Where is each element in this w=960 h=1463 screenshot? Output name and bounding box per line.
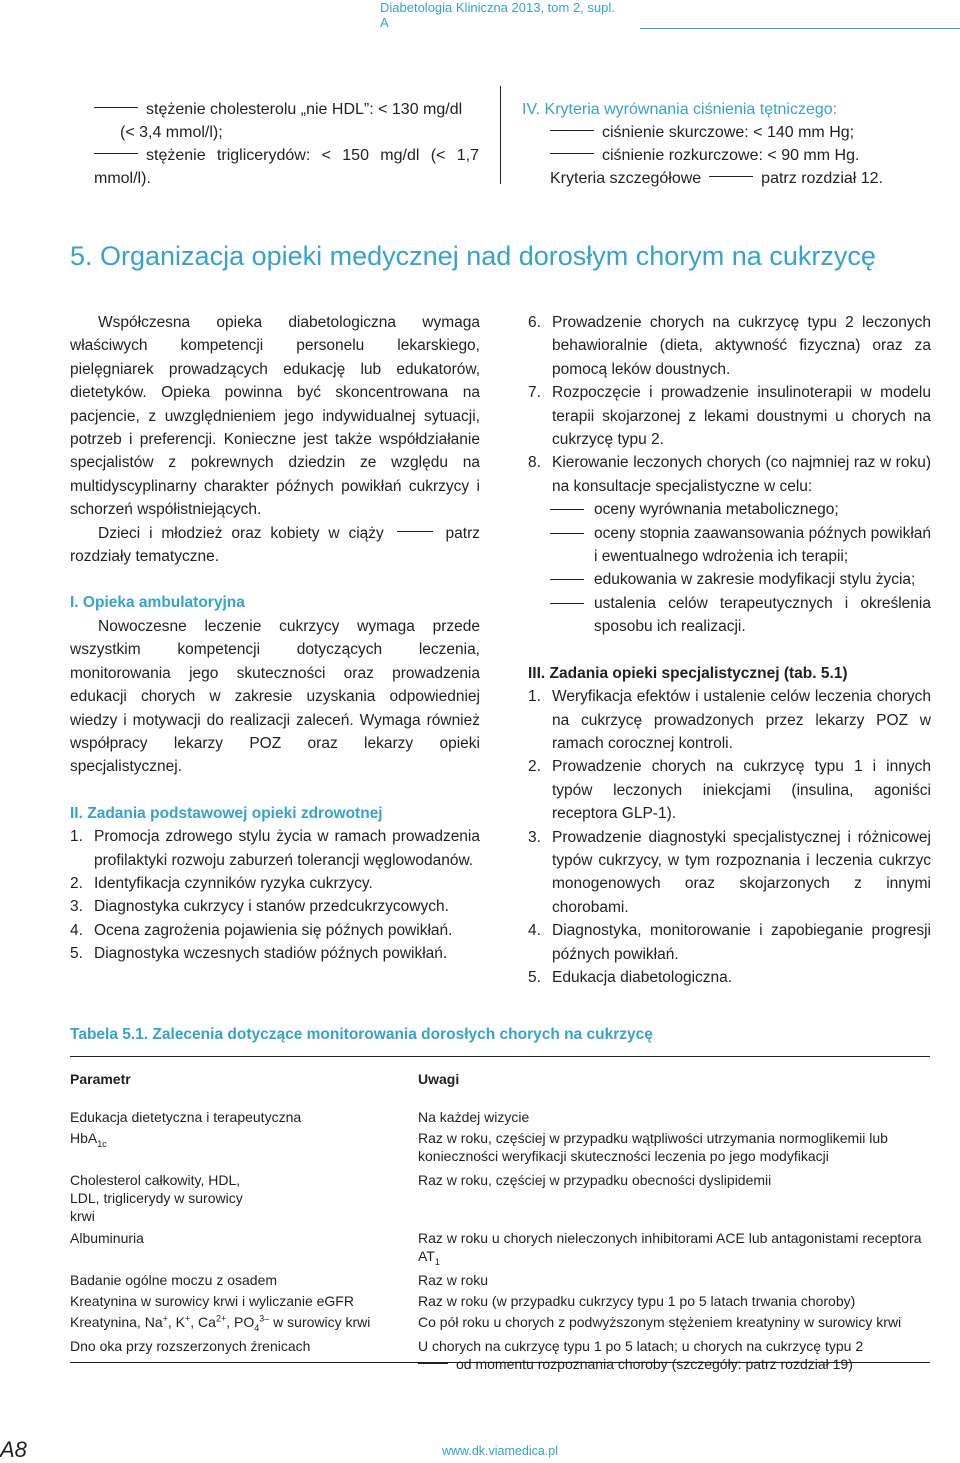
- item-text: Prowadzenie chorych na cukrzycę typu 2 leczonych behawioralnie (dieta, aktywność fizyczna) oraz za pomocą leków doustnych.: [552, 314, 931, 378]
- consultation-goals-list: [528, 498, 931, 638]
- dash: [709, 176, 753, 177]
- item-number: 2.: [528, 758, 541, 776]
- table-row: [70, 1171, 930, 1225]
- intro-paragraph-2: [70, 522, 480, 569]
- note-text: Kryteria szczegółowe: [550, 170, 702, 187]
- item-text: Diagnostyka wczesnych stadiów późnych powikłań.: [94, 945, 448, 963]
- top-right-block: [522, 98, 922, 190]
- list-item: [552, 498, 931, 521]
- section-title: 5. Organizacja opieki medycznej nad dorosłym chorym na cukrzycę: [70, 241, 876, 271]
- intro-paragraph: Współczesna opieka diabetologiczna wymaga właściwych kompetencji personelu lekarskiego, pielęgniarek prowadzących edukację lub edukatorów, dietetyków. Opieka powinna być skoncentrowana na pacjencie, z uwzględnieniem jego indywidualnej sytuacji, potrzeb i preferencji. Konieczne jest także współdziałanie specjalistów z pokrewnych dziedzin ze względu na multidyscyplinarny charakter późnych powikłań cukrzycy i schorzeń współistniejących.: [70, 314, 480, 519]
- item-text: ciśnienie skurczowe: < 140 mm Hg;: [602, 124, 855, 141]
- superscript: +: [162, 1313, 168, 1324]
- text-line: [418, 1355, 930, 1373]
- item-number: 2.: [70, 874, 83, 892]
- list-item: [528, 685, 931, 755]
- monitoring-table: [70, 1070, 930, 1376]
- dash: [550, 509, 584, 510]
- item-text: Prowadzenie diagnostyki specjalistycznej i różnicowej typów cukrzycy, w tym rozpoznania i leczenia cukrzyc monogenowych oraz skojarzonych z innymi chorobami.: [552, 828, 931, 916]
- right-column: [528, 311, 931, 989]
- text: Dzieci i młodzież oraz kobiety w ciąży: [98, 524, 384, 542]
- note-text: patrz rozdział 12.: [761, 170, 884, 187]
- item-text: Edukacja diabetologiczna.: [552, 968, 733, 986]
- dash: [397, 531, 433, 532]
- item-number: 1.: [70, 828, 83, 846]
- table-row: [70, 1337, 930, 1373]
- list-item: [94, 144, 479, 190]
- text: patrz rozdziały tematyczne.: [70, 524, 480, 566]
- list-item: [70, 825, 480, 872]
- item-text: stężenie triglicerydów: < 150 mg/dl (< 1,7 mmol/l).: [94, 147, 479, 187]
- cell-param: [70, 1313, 418, 1331]
- cell-note: [418, 1337, 930, 1373]
- primary-care-list: [70, 825, 480, 965]
- text: , Ca: [190, 1314, 216, 1330]
- superscript: +: [185, 1313, 191, 1324]
- header-parametr: Parametr: [70, 1071, 131, 1087]
- criteria-note: [522, 167, 922, 190]
- header-uwagi: Uwagi: [418, 1071, 460, 1087]
- item-text: Weryfikacja efektów i ustalenie celów leczenia chorych na cukrzycę prowadzonych przez lekarzy POZ w ramach corocznej kontroli.: [552, 688, 931, 752]
- cell-param: Badanie ogólne moczu z osadem: [70, 1272, 278, 1288]
- list-item: [528, 966, 931, 989]
- top-left-list: [94, 98, 479, 190]
- left-column: [70, 311, 480, 966]
- item-number: 4.: [70, 921, 83, 939]
- list-item: [552, 568, 931, 591]
- text: , K: [167, 1314, 185, 1330]
- text: HbA: [70, 1130, 98, 1146]
- list-item: [528, 755, 931, 825]
- cell-note: Raz w roku: [418, 1272, 489, 1288]
- item-text: edukowania w zakresie modyfikacji stylu życia;: [594, 571, 916, 589]
- footer-url: www.dk.viamedica.pl: [441, 1444, 558, 1458]
- dash: [94, 153, 138, 154]
- superscript: 2+: [215, 1313, 227, 1324]
- item-number: 3.: [70, 898, 83, 916]
- item-text: stężenie cholesterolu „nie HDL”: < 130 mg/dl: [146, 101, 463, 118]
- heading-ambulatory: I. Opieka ambulatoryjna: [70, 594, 245, 612]
- cell-param: Kreatynina w surowicy krwi i wyliczanie eGFR: [70, 1293, 354, 1309]
- item-text: Kierowanie leczonych chorych (co najmniej raz w roku) na konsultacje specjalistyczne w celu:: [552, 454, 931, 495]
- cell-note: Raz w roku (w przypadku cukrzycy typu 1 po 5 latach trwania choroby): [418, 1293, 856, 1309]
- item-number: 7.: [528, 384, 541, 402]
- text: od momentu rozpoznania choroby (szczegóły: patrz rozdział 19): [456, 1356, 853, 1372]
- list-item: [528, 826, 931, 920]
- dash: [550, 153, 594, 154]
- list-item: [552, 592, 931, 639]
- cell-param: Cholesterol całkowity, HDL, LDL, triglicerydy w surowicy krwi: [70, 1172, 243, 1224]
- dash: [550, 533, 584, 534]
- page-number: A8: [0, 1437, 27, 1462]
- item-text: Promocja zdrowego stylu życia w ramach prowadzenia profilaktyki rozwoju zaburzeń tolerancji węglowodanów.: [94, 828, 480, 869]
- list-item: [528, 311, 931, 381]
- item-text: Rozpoczęcie i prowadzenie insulinoterapii w modelu terapii skojarzonej z lekami doustnymi u chorych na cukrzycę typu 2.: [552, 384, 931, 449]
- text: Kreatynina, Na: [70, 1314, 163, 1330]
- heading-specialist-care: III. Zadania opieki specjalistycznej (tab. 5.1): [528, 664, 848, 682]
- item-number: 5.: [70, 945, 83, 963]
- text: U chorych na cukrzycę typu 1 po 5 latach; u chorych na cukrzycę typu 2: [418, 1338, 864, 1354]
- specialist-care-list: [528, 685, 931, 989]
- table-row: [70, 1229, 930, 1265]
- table-bottom-rule: [70, 1362, 930, 1363]
- text: w surowicy krwi: [269, 1314, 371, 1330]
- cell-param: [70, 1129, 418, 1165]
- item-text: Diagnostyka, monitorowanie i zapobieganie progresji późnych powikłań.: [552, 922, 931, 963]
- cell-note: Raz w roku, częściej w przypadku obecności dyslipidemii: [418, 1172, 772, 1188]
- dash: [550, 130, 594, 131]
- list-item: [528, 919, 931, 966]
- subscript: 1: [434, 1256, 440, 1267]
- superscript: 3–: [259, 1313, 270, 1324]
- item-text: Prowadzenie chorych na cukrzycę typu 1 i innych typów leczonych iniekcjami (insulina, agoniści receptora GLP-1).: [552, 758, 931, 823]
- item-number: 1.: [528, 688, 541, 706]
- table-row: [70, 1271, 930, 1289]
- table-row: [70, 1108, 930, 1126]
- primary-care-list-continued: [528, 311, 931, 498]
- list-item: [70, 872, 480, 895]
- running-head: Diabetologia Kliniczna 2013, tom 2, supl. A: [380, 0, 615, 30]
- cell-param: Edukacja dietetyczna i terapeutyczna: [70, 1109, 302, 1125]
- table-row: [70, 1313, 930, 1331]
- criteria-heading: IV. Kryteria wyrównania ciśnienia tętniczego:: [522, 101, 838, 118]
- cell-note: Raz w roku, częściej w przypadku wątpliwości utrzymania normoglikemii lub konieczności weryfikacji skuteczności leczenia po jego modyfikacji: [418, 1130, 888, 1164]
- list-item: [552, 522, 931, 569]
- text: Raz w roku u chorych nieleczonych inhibitorami ACE lub antagonistami receptora AT: [418, 1230, 922, 1264]
- cell-param: Dno oka przy rozszerzonych źrenicach: [70, 1338, 311, 1354]
- dash: [550, 603, 584, 604]
- list-item: [70, 942, 480, 965]
- item-text: Diagnostyka cukrzycy i stanów przedcukrzycowych.: [94, 898, 449, 916]
- item-text: oceny wyrównania metabolicznego;: [594, 501, 839, 519]
- list-item: [528, 451, 931, 498]
- list-item: [522, 144, 922, 167]
- subscript: 4: [254, 1322, 260, 1333]
- table-top-rule: [70, 1056, 930, 1057]
- text: , PO: [226, 1314, 255, 1330]
- dash: [94, 107, 138, 108]
- table-title: Tabela 5.1. Zalecenia dotyczące monitorowania dorosłych chorych na cukrzycę: [70, 1026, 653, 1043]
- table-row: [70, 1129, 930, 1165]
- item-number: 8.: [528, 454, 541, 472]
- item-number: 3.: [528, 828, 541, 846]
- item-text: oceny stopnia zaawansowania późnych powikłań i ewentualnego wdrożenia ich terapii;: [594, 524, 931, 566]
- dash: [550, 579, 584, 580]
- cell-note: Na każdej wizycie: [418, 1109, 530, 1125]
- list-item: [522, 121, 922, 144]
- list-item: [70, 919, 480, 942]
- header-rule: [640, 28, 960, 29]
- item-text: ustalenia celów terapeutycznych i określenia sposobu ich realizacji.: [594, 594, 931, 636]
- item-text: Identyfikacja czynników ryzyka cukrzycy.: [94, 874, 373, 892]
- list-item-continuation: (< 3,4 mmol/l);: [120, 124, 223, 141]
- item-text: ciśnienie rozkurczowe: < 90 mm Hg.: [602, 147, 860, 164]
- item-number: 6.: [528, 314, 541, 331]
- ambulatory-paragraph: Nowoczesne leczenie cukrzycy wymaga przede wszystkim kompetencji dotyczących leczenia, monitorowania jego skuteczności oraz prowadzenia edukacji chorych w zakresie uzyskania odpowiedniej wiedzy i motywacji do realizacji zaleceń. Wymaga również współpracy lekarzy POZ oraz lekarzy opieki specjalistycznej.: [70, 617, 480, 776]
- cell-note: [418, 1229, 930, 1265]
- item-text: Ocena zagrożenia pojawienia się późnych powikłań.: [94, 921, 453, 939]
- heading-primary-care: II. Zadania podstawowej opieki zdrowotnej: [70, 804, 383, 822]
- table-row: [70, 1292, 930, 1310]
- cell-param: Albuminuria: [70, 1230, 144, 1246]
- item-number: 4.: [528, 922, 541, 940]
- table-header: [70, 1070, 930, 1088]
- cell-note: Co pół roku u chorych z podwyższonym stężeniem kreatyniny w surowicy krwi: [418, 1314, 902, 1330]
- list-item: [70, 895, 480, 918]
- item-number: 5.: [528, 968, 541, 986]
- column-divider: [500, 86, 501, 184]
- list-item: [94, 98, 479, 121]
- list-item: [528, 381, 931, 451]
- subscript: 1c: [97, 1138, 107, 1149]
